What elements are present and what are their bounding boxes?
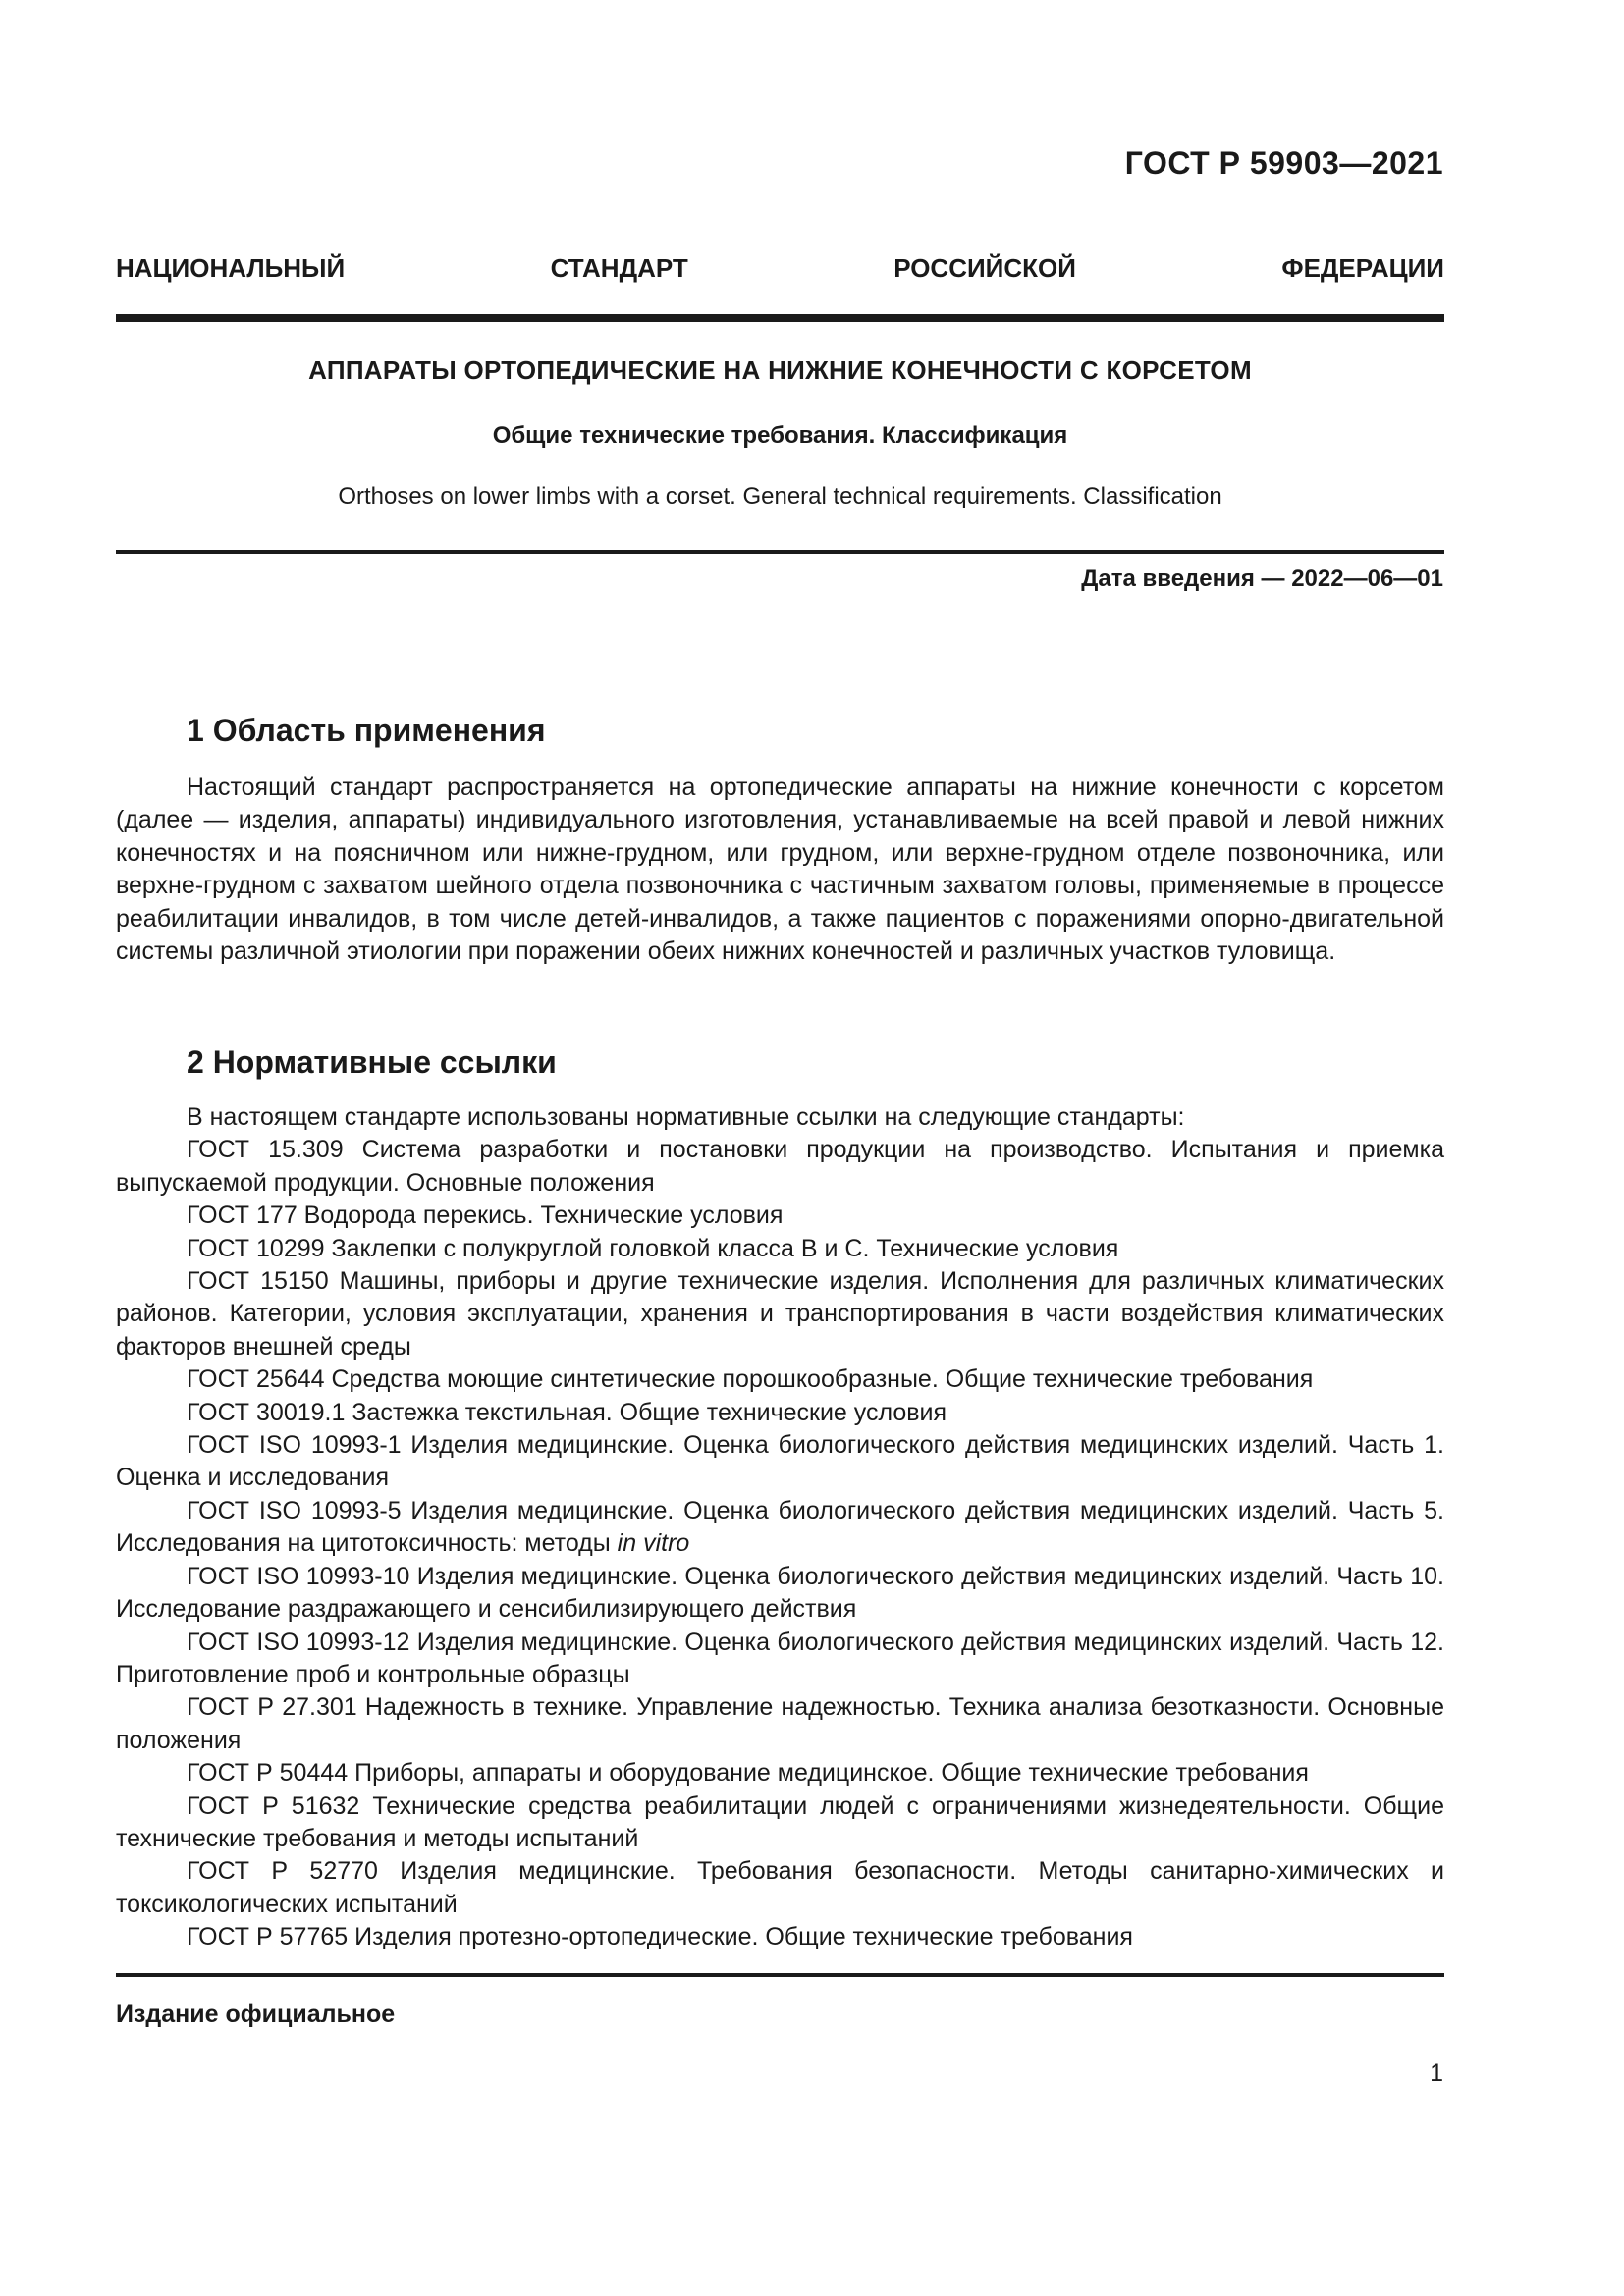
reference-item: ГОСТ 25644 Средства моющие синтетические порошкообразные. Общие технические требования [187,1365,1314,1394]
reference-item: ГОСТ 15150 Машины, приборы и другие технические изделия. Исполнения для различных климатических районов. Категории, условия эксплуатации, хранения и транспортирования в части воздействия климатических факторов внешней среды [116,1267,1444,1361]
national-standard-banner [116,253,1444,284]
introduction-date: Дата введения — 2022—06—01 [1081,565,1443,592]
reference-item: ГОСТ 177 Водорода перекись. Технические условия [187,1201,784,1230]
reference-item: ГОСТ 10299 Заклепки с полукруглой головкой класса В и С. Технические условия [187,1234,1119,1262]
reference-italic-term: in vitro [617,1529,690,1558]
document-number: ГОСТ Р 59903—2021 [1124,145,1443,181]
title-divider [116,550,1444,554]
reference-item: ГОСТ Р 57765 Изделия протезно-ортопедические. Общие технические требования [187,1923,1133,1951]
section-2-heading: 2 Нормативные ссылки [187,1044,557,1080]
section-1-body [116,772,1444,968]
banner-word: НАЦИОНАЛЬНЫЙ [116,253,346,283]
footer-divider [116,1973,1444,1977]
header-divider [116,314,1444,322]
banner-word: СТАНДАРТ [550,253,688,283]
reference-item: ГОСТ Р 27.301 Надежность в технике. Управление надежностью. Техника анализа безотказности. Основные положения [116,1693,1444,1754]
references-intro: В настоящем стандарте использованы нормативные ссылки на следующие стандарты: [187,1103,1185,1131]
reference-item: ГОСТ Р 51632 Технические средства реабилитации людей с ограничениями жизнедеятельности. Общие технические требования и методы испытаний [116,1791,1444,1852]
section-1-heading: 1 Область применения [187,713,546,748]
normative-references [116,1101,1444,1954]
reference-item: ГОСТ Р 52770 Изделия медицинские. Требования безопасности. Методы санитарно-химических и токсикологических испытаний [116,1857,1444,1918]
section-1-paragraph: Настоящий стандарт распространяется на ортопедические аппараты на нижние конечности с корсетом (далее — изделия, аппараты) индивидуального изготовления, устанавливаемые на всей правой и левой нижних конечностях и на поясничном или нижне-грудном, или грудном, или верхне-грудном отделе позвоночника, или верхне-грудном с захватом шейного отдела позвоночника с частичным захватом головы, применяемые в процессе реабилитации инвалидов, в том числе детей-инвалидов, а также пациентов с поражениями опорно-двигательной системы различной этиологии при поражении обеих нижних конечностей и различных участков туловища. [116,774,1444,966]
reference-item: ГОСТ 30019.1 Застежка текстильная. Общие технические условия [187,1398,947,1426]
english-title: Orthoses on lower limbs with a corset. General technical requirements. Classification [338,483,1222,509]
reference-item: ГОСТ ISO 10993-12 Изделия медицинские. Оценка биологического действия медицинских изделий. Часть 12. Приготовление проб и контрольные образцы [116,1628,1444,1688]
banner-word: ФЕДЕРАЦИИ [1281,253,1444,283]
reference-item-iso-10993-5 [116,1495,1444,1561]
official-edition-label: Издание официальное [116,2001,396,2028]
reference-item: ГОСТ ISO 10993-10 Изделия медицинские. Оценка биологического действия медицинских изделий. Часть 10. Исследование раздражающего и сенсибилизирующего действия [116,1562,1444,1624]
document-title: АППАРАТЫ ОРТОПЕДИЧЕСКИЕ НА НИЖНИЕ КОНЕЧНОСТИ С КОРСЕТОМ [308,355,1252,385]
reference-item: ГОСТ ISO 10993-1 Изделия медицинские. Оценка биологического действия медицинских изделий. Часть 1. Оценка и исследования [116,1431,1444,1492]
reference-item: ГОСТ Р 50444 Приборы, аппараты и оборудование медицинское. Общие технические требования [187,1759,1309,1788]
reference-text: ГОСТ ISO 10993-5 Изделия медицинские. Оценка биологического действия медицинских изделий. Часть 5. Исследования на цитотоксичность: методы [116,1496,1444,1558]
banner-word: РОССИЙСКОЙ [893,253,1076,283]
document-subtitle: Общие технические требования. Классификация [492,422,1068,449]
page-number: 1 [1430,2059,1443,2087]
reference-item: ГОСТ 15.309 Система разработки и постановки продукции на производство. Испытания и приемка выпускаемой продукции. Основные положения [116,1136,1444,1197]
